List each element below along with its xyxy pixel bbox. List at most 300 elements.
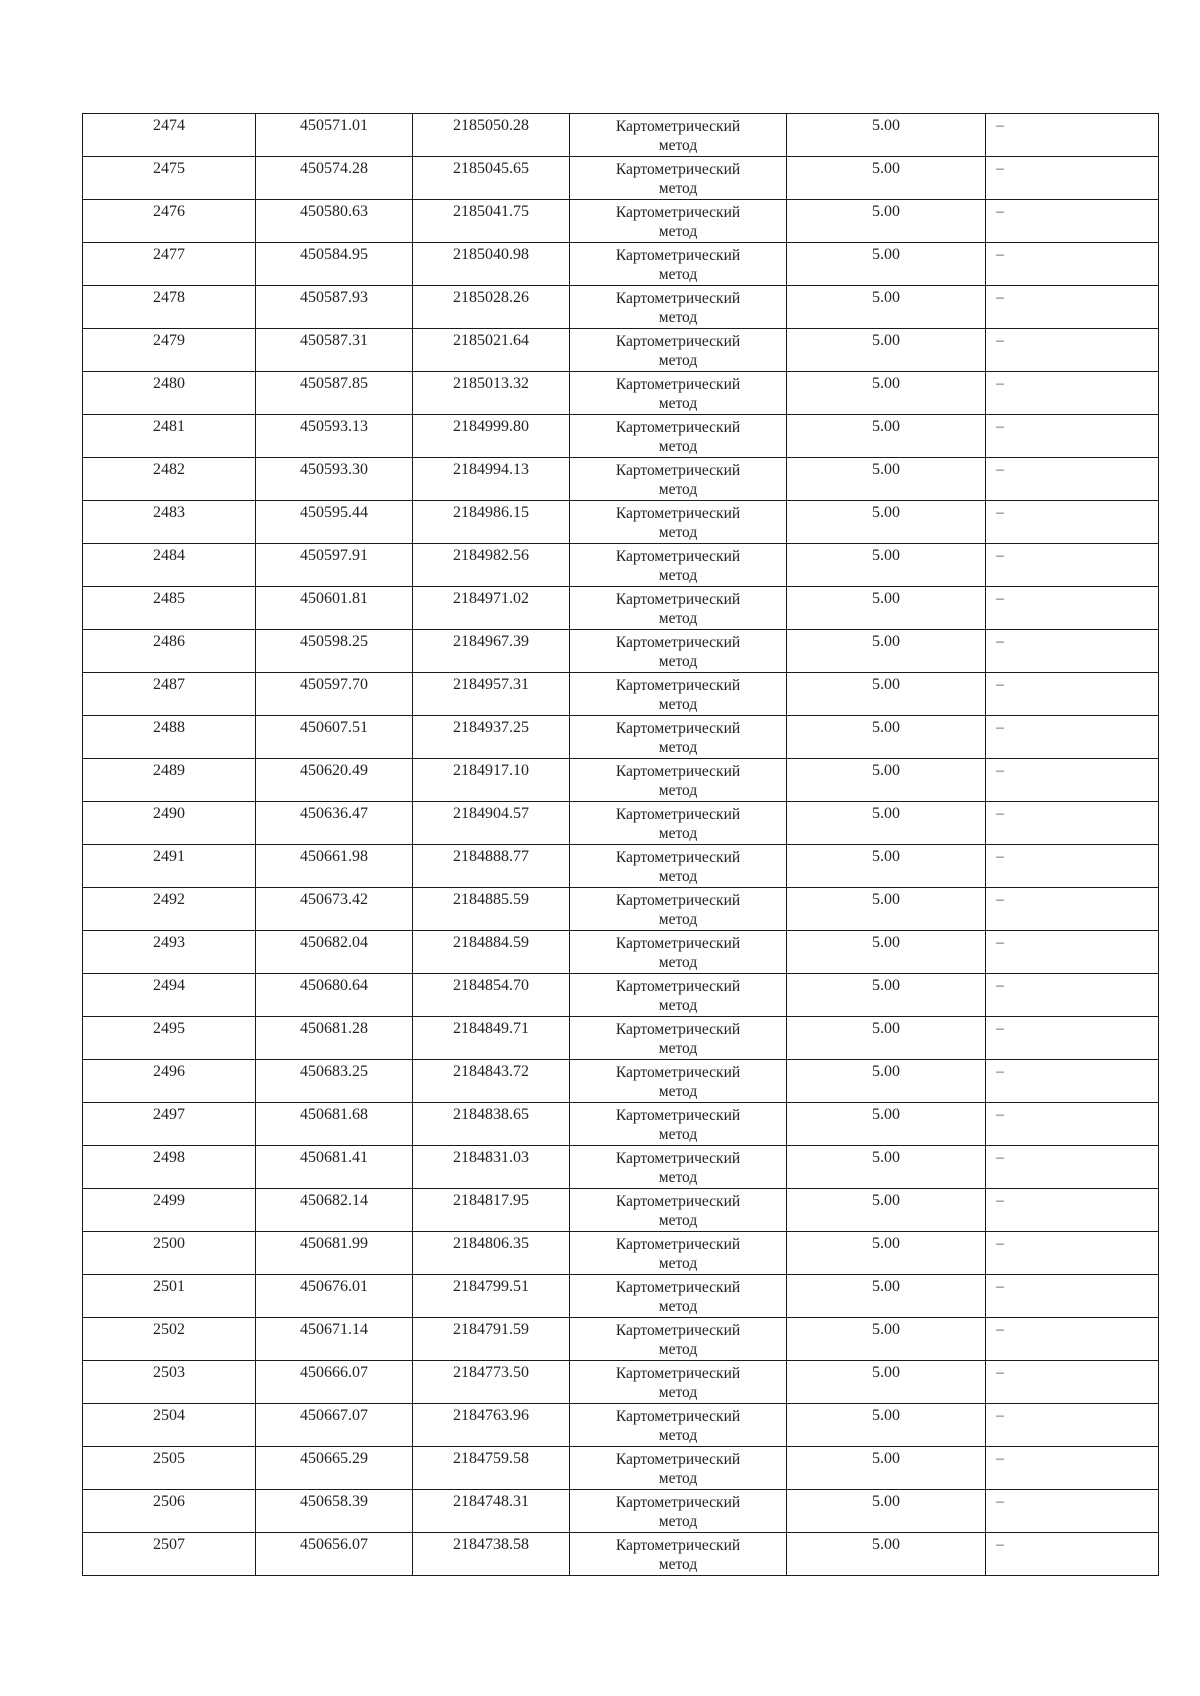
point-number-cell: 2499 (83, 1189, 256, 1232)
x-coordinate-cell: 450620.49 (256, 759, 413, 802)
method-cell (570, 1404, 787, 1447)
method-cell (570, 587, 787, 630)
method-line-1: Картометрический (615, 978, 741, 995)
note-cell: – (986, 1017, 1159, 1060)
point-number-cell: 2487 (83, 673, 256, 716)
y-coordinate-cell: 2184849.71 (413, 1017, 570, 1060)
point-number-cell: 2476 (83, 200, 256, 243)
point-number-cell: 2479 (83, 329, 256, 372)
method-line-2: метод (658, 438, 698, 455)
accuracy-cell: 5.00 (787, 415, 986, 458)
table-row (83, 931, 1159, 974)
method-line-1: Картометрический (615, 1107, 741, 1124)
accuracy-cell: 5.00 (787, 759, 986, 802)
table-row (83, 1189, 1159, 1232)
method-cell (570, 157, 787, 200)
method-line-2: метод (658, 567, 698, 584)
note-cell: – (986, 1490, 1159, 1533)
note-cell: – (986, 329, 1159, 372)
method-cell (570, 501, 787, 544)
accuracy-cell: 5.00 (787, 1533, 986, 1576)
point-number-cell: 2491 (83, 845, 256, 888)
accuracy-cell: 5.00 (787, 1404, 986, 1447)
accuracy-cell: 5.00 (787, 888, 986, 931)
point-number-cell: 2495 (83, 1017, 256, 1060)
method-line-1: Картометрический (615, 548, 741, 565)
method-cell (570, 1189, 787, 1232)
method-line-1: Картометрический (615, 763, 741, 780)
method-line-1: Картометрический (615, 1537, 741, 1554)
note-cell: – (986, 931, 1159, 974)
y-coordinate-cell: 2184885.59 (413, 888, 570, 931)
method-cell (570, 200, 787, 243)
note-cell: – (986, 372, 1159, 415)
y-coordinate-cell: 2184763.96 (413, 1404, 570, 1447)
accuracy-cell: 5.00 (787, 1447, 986, 1490)
x-coordinate-cell: 450682.04 (256, 931, 413, 974)
y-coordinate-cell: 2185045.65 (413, 157, 570, 200)
method-line-1: Картометрический (615, 1279, 741, 1296)
table-row (83, 458, 1159, 501)
point-number-cell: 2493 (83, 931, 256, 974)
method-cell (570, 114, 787, 157)
note-cell: – (986, 1146, 1159, 1189)
method-line-2: метод (658, 696, 698, 713)
method-cell (570, 630, 787, 673)
table-row (83, 716, 1159, 759)
method-line-1: Картометрический (615, 634, 741, 651)
note-cell: – (986, 1103, 1159, 1146)
method-line-2: метод (658, 1040, 698, 1057)
point-number-cell: 2478 (83, 286, 256, 329)
method-line-1: Картометрический (615, 1064, 741, 1081)
y-coordinate-cell: 2184884.59 (413, 931, 570, 974)
y-coordinate-cell: 2185050.28 (413, 114, 570, 157)
method-line-2: метод (658, 911, 698, 928)
accuracy-cell: 5.00 (787, 1318, 986, 1361)
x-coordinate-cell: 450593.30 (256, 458, 413, 501)
method-cell (570, 716, 787, 759)
x-coordinate-cell: 450584.95 (256, 243, 413, 286)
point-number-cell: 2488 (83, 716, 256, 759)
table-row (83, 1017, 1159, 1060)
note-cell: – (986, 243, 1159, 286)
x-coordinate-cell: 450656.07 (256, 1533, 413, 1576)
x-coordinate-cell: 450587.85 (256, 372, 413, 415)
y-coordinate-cell: 2184806.35 (413, 1232, 570, 1275)
method-cell (570, 329, 787, 372)
method-line-2: метод (658, 997, 698, 1014)
accuracy-cell: 5.00 (787, 329, 986, 372)
method-line-1: Картометрический (615, 591, 741, 608)
table-row (83, 759, 1159, 802)
method-line-1: Картометрический (615, 677, 741, 694)
table-row (83, 1146, 1159, 1189)
y-coordinate-cell: 2184957.31 (413, 673, 570, 716)
table-row (83, 1318, 1159, 1361)
x-coordinate-cell: 450597.70 (256, 673, 413, 716)
x-coordinate-cell: 450607.51 (256, 716, 413, 759)
x-coordinate-cell: 450595.44 (256, 501, 413, 544)
method-line-1: Картометрический (615, 1236, 741, 1253)
method-line-2: метод (658, 309, 698, 326)
method-line-2: метод (658, 1470, 698, 1487)
note-cell: – (986, 157, 1159, 200)
table-row (83, 845, 1159, 888)
y-coordinate-cell: 2184854.70 (413, 974, 570, 1017)
point-number-cell: 2481 (83, 415, 256, 458)
method-line-2: метод (658, 137, 698, 154)
accuracy-cell: 5.00 (787, 802, 986, 845)
note-cell: – (986, 114, 1159, 157)
note-cell: – (986, 802, 1159, 845)
point-number-cell: 2497 (83, 1103, 256, 1146)
accuracy-cell: 5.00 (787, 1490, 986, 1533)
point-number-cell: 2482 (83, 458, 256, 501)
x-coordinate-cell: 450587.93 (256, 286, 413, 329)
accuracy-cell: 5.00 (787, 114, 986, 157)
table-row (83, 501, 1159, 544)
x-coordinate-cell: 450666.07 (256, 1361, 413, 1404)
note-cell: – (986, 544, 1159, 587)
x-coordinate-cell: 450676.01 (256, 1275, 413, 1318)
method-cell (570, 802, 787, 845)
method-line-2: метод (658, 352, 698, 369)
accuracy-cell: 5.00 (787, 1103, 986, 1146)
accuracy-cell: 5.00 (787, 544, 986, 587)
table-row (83, 286, 1159, 329)
method-cell (570, 1232, 787, 1275)
accuracy-cell: 5.00 (787, 845, 986, 888)
x-coordinate-cell: 450661.98 (256, 845, 413, 888)
method-cell (570, 1490, 787, 1533)
table-row (83, 1404, 1159, 1447)
point-number-cell: 2492 (83, 888, 256, 931)
method-line-1: Картометрический (615, 1408, 741, 1425)
y-coordinate-cell: 2184748.31 (413, 1490, 570, 1533)
table-row (83, 1361, 1159, 1404)
method-line-2: метод (658, 1083, 698, 1100)
table-row (83, 1447, 1159, 1490)
x-coordinate-cell: 450667.07 (256, 1404, 413, 1447)
method-cell (570, 1533, 787, 1576)
method-cell (570, 673, 787, 716)
method-line-2: метод (658, 1341, 698, 1358)
y-coordinate-cell: 2184888.77 (413, 845, 570, 888)
point-number-cell: 2503 (83, 1361, 256, 1404)
y-coordinate-cell: 2184759.58 (413, 1447, 570, 1490)
method-line-2: метод (658, 1255, 698, 1272)
method-cell (570, 286, 787, 329)
x-coordinate-cell: 450671.14 (256, 1318, 413, 1361)
accuracy-cell: 5.00 (787, 1189, 986, 1232)
x-coordinate-cell: 450636.47 (256, 802, 413, 845)
method-line-2: метод (658, 653, 698, 670)
table-row (83, 243, 1159, 286)
accuracy-cell: 5.00 (787, 673, 986, 716)
method-line-2: метод (658, 1126, 698, 1143)
x-coordinate-cell: 450681.68 (256, 1103, 413, 1146)
note-cell: – (986, 1189, 1159, 1232)
y-coordinate-cell: 2184994.13 (413, 458, 570, 501)
y-coordinate-cell: 2184799.51 (413, 1275, 570, 1318)
method-line-2: метод (658, 868, 698, 885)
accuracy-cell: 5.00 (787, 1017, 986, 1060)
y-coordinate-cell: 2184937.25 (413, 716, 570, 759)
y-coordinate-cell: 2185028.26 (413, 286, 570, 329)
method-line-2: метод (658, 610, 698, 627)
method-line-1: Картометрический (615, 1322, 741, 1339)
note-cell: – (986, 458, 1159, 501)
method-line-1: Картометрический (615, 118, 741, 135)
y-coordinate-cell: 2184838.65 (413, 1103, 570, 1146)
method-cell (570, 931, 787, 974)
note-cell: – (986, 1318, 1159, 1361)
point-number-cell: 2489 (83, 759, 256, 802)
point-number-cell: 2480 (83, 372, 256, 415)
note-cell: – (986, 1447, 1159, 1490)
accuracy-cell: 5.00 (787, 974, 986, 1017)
x-coordinate-cell: 450658.39 (256, 1490, 413, 1533)
x-coordinate-cell: 450601.81 (256, 587, 413, 630)
y-coordinate-cell: 2184917.10 (413, 759, 570, 802)
method-line-2: метод (658, 1169, 698, 1186)
table-row (83, 114, 1159, 157)
note-cell: – (986, 759, 1159, 802)
method-line-1: Картометрический (615, 1021, 741, 1038)
method-line-1: Картометрический (615, 849, 741, 866)
point-number-cell: 2485 (83, 587, 256, 630)
note-cell: – (986, 1060, 1159, 1103)
table-row (83, 630, 1159, 673)
method-cell (570, 243, 787, 286)
note-cell: – (986, 845, 1159, 888)
point-number-cell: 2490 (83, 802, 256, 845)
x-coordinate-cell: 450597.91 (256, 544, 413, 587)
table-row (83, 200, 1159, 243)
coordinates-table (82, 113, 1159, 1576)
accuracy-cell: 5.00 (787, 157, 986, 200)
table-row (83, 329, 1159, 372)
method-cell (570, 544, 787, 587)
method-line-1: Картометрический (615, 376, 741, 393)
method-line-2: метод (658, 180, 698, 197)
method-line-1: Картометрический (615, 806, 741, 823)
method-cell (570, 759, 787, 802)
method-cell (570, 372, 787, 415)
y-coordinate-cell: 2184967.39 (413, 630, 570, 673)
point-number-cell: 2504 (83, 1404, 256, 1447)
method-line-2: метод (658, 954, 698, 971)
note-cell: – (986, 974, 1159, 1017)
y-coordinate-cell: 2185041.75 (413, 200, 570, 243)
x-coordinate-cell: 450680.64 (256, 974, 413, 1017)
table-row (83, 802, 1159, 845)
note-cell: – (986, 200, 1159, 243)
method-cell (570, 1318, 787, 1361)
note-cell: – (986, 1361, 1159, 1404)
x-coordinate-cell: 450571.01 (256, 114, 413, 157)
method-line-2: метод (658, 395, 698, 412)
note-cell: – (986, 1275, 1159, 1318)
x-coordinate-cell: 450574.28 (256, 157, 413, 200)
y-coordinate-cell: 2184773.50 (413, 1361, 570, 1404)
method-line-2: метод (658, 1298, 698, 1315)
x-coordinate-cell: 450587.31 (256, 329, 413, 372)
point-number-cell: 2501 (83, 1275, 256, 1318)
method-cell (570, 1361, 787, 1404)
method-line-2: метод (658, 223, 698, 240)
table-row (83, 1275, 1159, 1318)
y-coordinate-cell: 2184982.56 (413, 544, 570, 587)
accuracy-cell: 5.00 (787, 716, 986, 759)
method-cell (570, 845, 787, 888)
method-cell (570, 1017, 787, 1060)
method-cell (570, 1103, 787, 1146)
method-line-2: метод (658, 1212, 698, 1229)
method-line-1: Картометрический (615, 935, 741, 952)
point-number-cell: 2500 (83, 1232, 256, 1275)
y-coordinate-cell: 2184738.58 (413, 1533, 570, 1576)
method-line-1: Картометрический (615, 1494, 741, 1511)
accuracy-cell: 5.00 (787, 630, 986, 673)
point-number-cell: 2483 (83, 501, 256, 544)
y-coordinate-cell: 2184971.02 (413, 587, 570, 630)
point-number-cell: 2486 (83, 630, 256, 673)
x-coordinate-cell: 450673.42 (256, 888, 413, 931)
method-line-1: Картометрический (615, 892, 741, 909)
point-number-cell: 2498 (83, 1146, 256, 1189)
x-coordinate-cell: 450665.29 (256, 1447, 413, 1490)
accuracy-cell: 5.00 (787, 372, 986, 415)
point-number-cell: 2507 (83, 1533, 256, 1576)
y-coordinate-cell: 2184843.72 (413, 1060, 570, 1103)
note-cell: – (986, 587, 1159, 630)
x-coordinate-cell: 450681.99 (256, 1232, 413, 1275)
x-coordinate-cell: 450683.25 (256, 1060, 413, 1103)
method-line-1: Картометрический (615, 290, 741, 307)
accuracy-cell: 5.00 (787, 587, 986, 630)
method-line-2: метод (658, 266, 698, 283)
note-cell: – (986, 286, 1159, 329)
accuracy-cell: 5.00 (787, 286, 986, 329)
y-coordinate-cell: 2184791.59 (413, 1318, 570, 1361)
method-cell (570, 458, 787, 501)
point-number-cell: 2484 (83, 544, 256, 587)
point-number-cell: 2494 (83, 974, 256, 1017)
accuracy-cell: 5.00 (787, 1060, 986, 1103)
method-line-2: метод (658, 782, 698, 799)
note-cell: – (986, 501, 1159, 544)
y-coordinate-cell: 2185021.64 (413, 329, 570, 372)
y-coordinate-cell: 2184817.95 (413, 1189, 570, 1232)
method-line-1: Картометрический (615, 505, 741, 522)
y-coordinate-cell: 2184999.80 (413, 415, 570, 458)
table-row (83, 974, 1159, 1017)
table-row (83, 544, 1159, 587)
table-row (83, 1490, 1159, 1533)
method-line-2: метод (658, 481, 698, 498)
method-line-1: Картометрический (615, 419, 741, 436)
accuracy-cell: 5.00 (787, 458, 986, 501)
x-coordinate-cell: 450593.13 (256, 415, 413, 458)
table-row (83, 415, 1159, 458)
table-row (83, 1060, 1159, 1103)
method-line-2: метод (658, 825, 698, 842)
y-coordinate-cell: 2184986.15 (413, 501, 570, 544)
method-line-1: Картометрический (615, 161, 741, 178)
method-cell (570, 1275, 787, 1318)
note-cell: – (986, 716, 1159, 759)
method-line-2: метод (658, 1427, 698, 1444)
note-cell: – (986, 415, 1159, 458)
accuracy-cell: 5.00 (787, 243, 986, 286)
table-row (83, 372, 1159, 415)
point-number-cell: 2502 (83, 1318, 256, 1361)
note-cell: – (986, 1232, 1159, 1275)
method-line-2: метод (658, 739, 698, 756)
x-coordinate-cell: 450598.25 (256, 630, 413, 673)
point-number-cell: 2474 (83, 114, 256, 157)
accuracy-cell: 5.00 (787, 1232, 986, 1275)
point-number-cell: 2477 (83, 243, 256, 286)
method-line-1: Картометрический (615, 1193, 741, 1210)
note-cell: – (986, 673, 1159, 716)
y-coordinate-cell: 2184831.03 (413, 1146, 570, 1189)
table-row (83, 1103, 1159, 1146)
method-line-2: метод (658, 524, 698, 541)
x-coordinate-cell: 450681.28 (256, 1017, 413, 1060)
table-row (83, 1232, 1159, 1275)
point-number-cell: 2505 (83, 1447, 256, 1490)
table-row (83, 888, 1159, 931)
table-row (83, 1533, 1159, 1576)
method-cell (570, 1447, 787, 1490)
accuracy-cell: 5.00 (787, 200, 986, 243)
method-line-1: Картометрический (615, 247, 741, 264)
x-coordinate-cell: 450681.41 (256, 1146, 413, 1189)
accuracy-cell: 5.00 (787, 1361, 986, 1404)
y-coordinate-cell: 2185013.32 (413, 372, 570, 415)
accuracy-cell: 5.00 (787, 1146, 986, 1189)
method-line-2: метод (658, 1513, 698, 1530)
note-cell: – (986, 1404, 1159, 1447)
method-line-1: Картометрический (615, 1365, 741, 1382)
coordinates-table-body (83, 114, 1159, 1576)
x-coordinate-cell: 450580.63 (256, 200, 413, 243)
note-cell: – (986, 1533, 1159, 1576)
method-cell (570, 415, 787, 458)
point-number-cell: 2475 (83, 157, 256, 200)
y-coordinate-cell: 2185040.98 (413, 243, 570, 286)
method-cell (570, 974, 787, 1017)
table-row (83, 157, 1159, 200)
note-cell: – (986, 630, 1159, 673)
method-line-1: Картометрический (615, 462, 741, 479)
method-cell (570, 1146, 787, 1189)
x-coordinate-cell: 450682.14 (256, 1189, 413, 1232)
point-number-cell: 2496 (83, 1060, 256, 1103)
method-line-1: Картометрический (615, 204, 741, 221)
y-coordinate-cell: 2184904.57 (413, 802, 570, 845)
method-line-1: Картометрический (615, 720, 741, 737)
method-cell (570, 1060, 787, 1103)
accuracy-cell: 5.00 (787, 1275, 986, 1318)
method-line-1: Картометрический (615, 1150, 741, 1167)
table-row (83, 587, 1159, 630)
point-number-cell: 2506 (83, 1490, 256, 1533)
method-line-2: метод (658, 1384, 698, 1401)
